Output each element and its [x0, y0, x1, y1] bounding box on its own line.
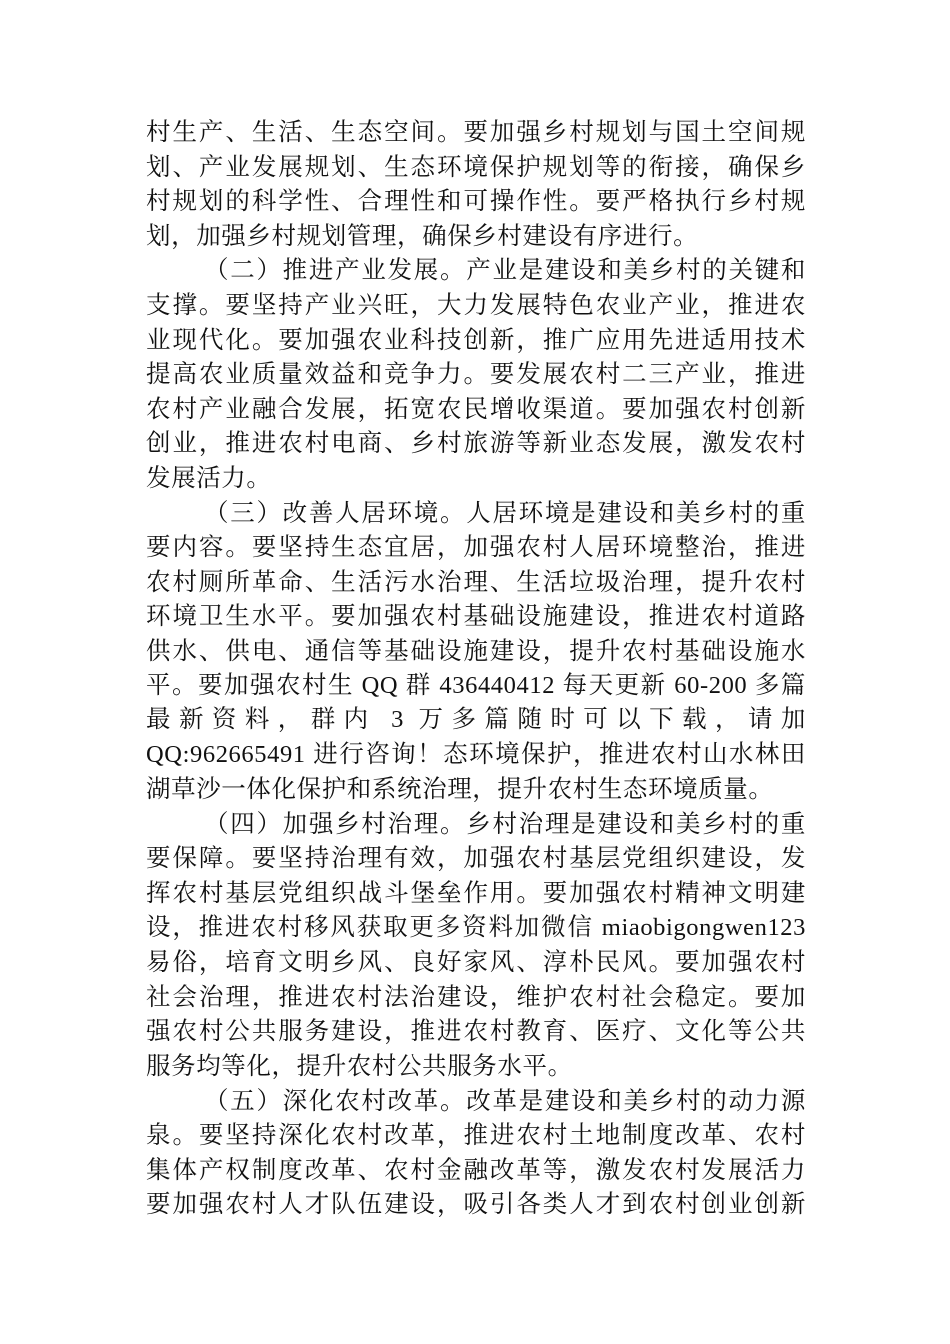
text-line: 创业，推进农村电商、乡村旅游等新业态发展，激发农村 — [146, 428, 806, 458]
text-line: 要加强农村人才队伍建设，吸引各类人才到农村创业创新 — [146, 1189, 806, 1219]
text-line: 村生产、生活、生态空间。要加强乡村规划与国土空间规 — [146, 117, 806, 146]
text-line: （五）深化农村改革。改革是建设和美乡村的动力源 — [204, 1085, 806, 1115]
text-line: （二）推进产业发展。产业是建设和美乡村的关键和 — [204, 255, 806, 285]
text-line: 强农村公共服务建设，推进农村教育、医疗、文化等公共 — [146, 1016, 806, 1046]
text-line: 最新资料，群内 3 万多篇随时可以下载，请加 — [146, 706, 806, 734]
text-line: 支撑。要坚持产业兴旺，大力发展特色农业产业，推进农 — [146, 289, 806, 319]
text-line: 要保障。要坚持治理有效，加强农村基层党组织建设，发 — [146, 843, 806, 873]
text-line: 平。要加强农村生 QQ 群 436440412 每天更新 60-200 多篇 — [146, 671, 806, 699]
paragraph-environment — [146, 496, 806, 807]
text-line: 农村产业融合发展，拓宽农民增收渠道。要加强农村创新 — [146, 393, 806, 423]
text-line: 农村厕所革命、生活污水治理、生活垃圾治理，提升农村 — [146, 566, 806, 596]
text-line: 供水、供电、通信等基础设施建设，提升农村基础设施水 — [146, 635, 806, 665]
text-line: 环境卫生水平。要加强农村基础设施建设，推进农村道路 — [146, 601, 806, 631]
text-line: 设，推进农村移风获取更多资料加微信 miaobigongwen123 — [146, 913, 806, 941]
text-line: 社会治理，推进农村法治建设，维护农村社会稳定。要加 — [146, 981, 806, 1011]
text-line: 集体产权制度改革、农村金融改革等，激发农村发展活力 — [146, 1154, 806, 1184]
text-line: 要内容。要坚持生态宜居，加强农村人居环境整治，推进 — [146, 532, 806, 562]
text-line: 易俗，培育文明乡风、良好家风、淳朴民风。要加强农村 — [146, 947, 806, 977]
text-line: 泉。要坚持深化农村改革，推进农村土地制度改革、农村 — [146, 1120, 806, 1150]
text-line: 提高农业质量效益和竞争力。要发展农村二三产业，推进 — [146, 359, 806, 389]
text-line: 服务均等化，提升农村公共服务水平。 — [146, 1051, 573, 1081]
paragraph-continued — [146, 115, 806, 253]
text-line: 村规划的科学性、合理性和可操作性。要严格执行乡村规 — [146, 186, 806, 216]
paragraph-reform — [146, 1084, 806, 1222]
text-line: 湖草沙一体化保护和系统治理，提升农村生态环境质量。 — [146, 774, 774, 804]
paragraph-governance — [146, 807, 806, 1084]
paragraph-industry — [146, 253, 806, 495]
text-line: 划，加强乡村规划管理，确保乡村建设有序进行。 — [146, 220, 699, 250]
document-page — [146, 115, 806, 1222]
text-line: 挥农村基层党组织战斗堡垒作用。要加强农村精神文明建 — [146, 878, 806, 908]
text-line: （四）加强乡村治理。乡村治理是建设和美乡村的重 — [204, 808, 806, 838]
text-line: 业现代化。要加强农业科技创新，推广应用先进适用技术 — [146, 324, 806, 354]
text-line: （三）改善人居环境。人居环境是建设和美乡村的重 — [204, 497, 806, 527]
text-line: 划、产业发展规划、生态环境保护规划等的衔接，确保乡 — [146, 151, 806, 181]
text-line: 发展活力。 — [146, 462, 272, 492]
text-line: QQ:962665491 进行咨询！态环境保护，推进农村山水林田 — [146, 740, 806, 768]
